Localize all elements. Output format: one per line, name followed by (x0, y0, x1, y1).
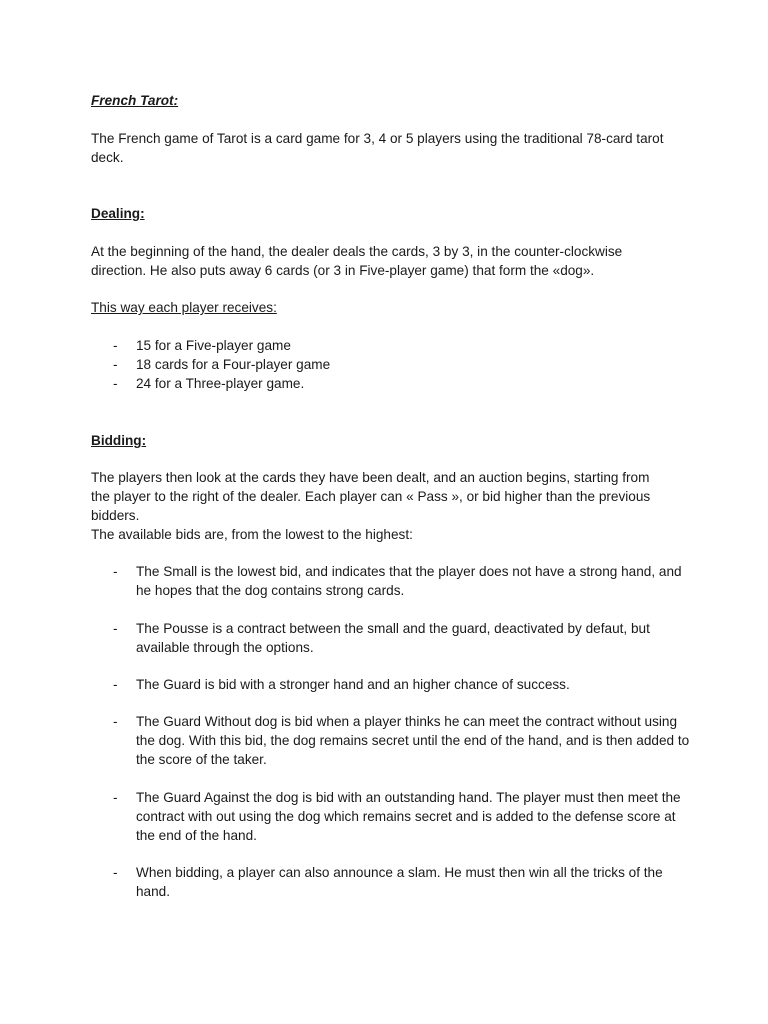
intro-paragraph: The French game of Tarot is a card game for 3, 4 or 5 players using the traditional 78-card tarot deck. (91, 131, 664, 165)
list-item (91, 788, 691, 845)
list-dash: - (113, 714, 118, 729)
list-item (91, 355, 691, 374)
list-item-text: 18 cards for a Four-player game (136, 357, 331, 372)
list-dash: - (113, 865, 118, 880)
list-item-text: The Guard is bid with a stronger hand and an higher chance of success. (136, 677, 570, 692)
bids-intro: The available bids are, from the lowest to the highest: (91, 527, 413, 542)
list-item-text: The Guard Without dog is bid when a player thinks he can meet the contract without using the dog. With this bid, the dog remains secret until the end of the hand, and is then added to the score of the taker. (136, 714, 690, 767)
list-dash: - (113, 677, 118, 692)
bidding-heading: Bidding: (91, 433, 147, 448)
list-dash: - (113, 338, 118, 353)
list-item (91, 374, 691, 393)
list-item-text: 15 for a Five-player game (136, 338, 291, 353)
list-item-text: The Pousse is a contract between the small and the guard, deactivated by defaut, but available through the options. (136, 621, 650, 655)
list-item (91, 562, 691, 600)
list-item (91, 336, 691, 355)
list-item-text: 24 for a Three-player game. (136, 376, 305, 391)
list-dash: - (113, 564, 118, 579)
dealing-list (91, 336, 691, 393)
bidding-paragraph: The players then look at the cards they have been dealt, and an auction begins, starting from the player to the right of the dealer. Each player can « Pass », or bid higher than the previous bidders. (91, 470, 651, 523)
receives-label: This way each player receives: (91, 300, 277, 315)
list-dash: - (113, 790, 118, 805)
list-item-text: The Guard Against the dog is bid with an outstanding hand. The player must then meet the contract with out using the dog which remains secret and is added to the defense score at the end of the hand. (136, 790, 681, 843)
list-dash: - (113, 621, 118, 636)
list-item (91, 863, 691, 901)
list-item (91, 712, 691, 769)
dealing-heading: Dealing: (91, 206, 145, 221)
list-item (91, 675, 691, 694)
list-item (91, 619, 691, 657)
list-item-text: The Small is the lowest bid, and indicates that the player does not have a strong hand, and he hopes that the dog contains strong cards. (136, 564, 682, 598)
list-dash: - (113, 376, 118, 391)
dealing-paragraph: At the beginning of the hand, the dealer deals the cards, 3 by 3, in the counter-clockwise direction. He also puts away 6 cards (or 3 in Five-player game) that form the «dog». (91, 244, 623, 278)
list-dash: - (113, 357, 118, 372)
list-item-text: When bidding, a player can also announce a slam. He must then win all the tricks of the hand. (136, 865, 663, 899)
document-title: French Tarot: (91, 93, 179, 108)
